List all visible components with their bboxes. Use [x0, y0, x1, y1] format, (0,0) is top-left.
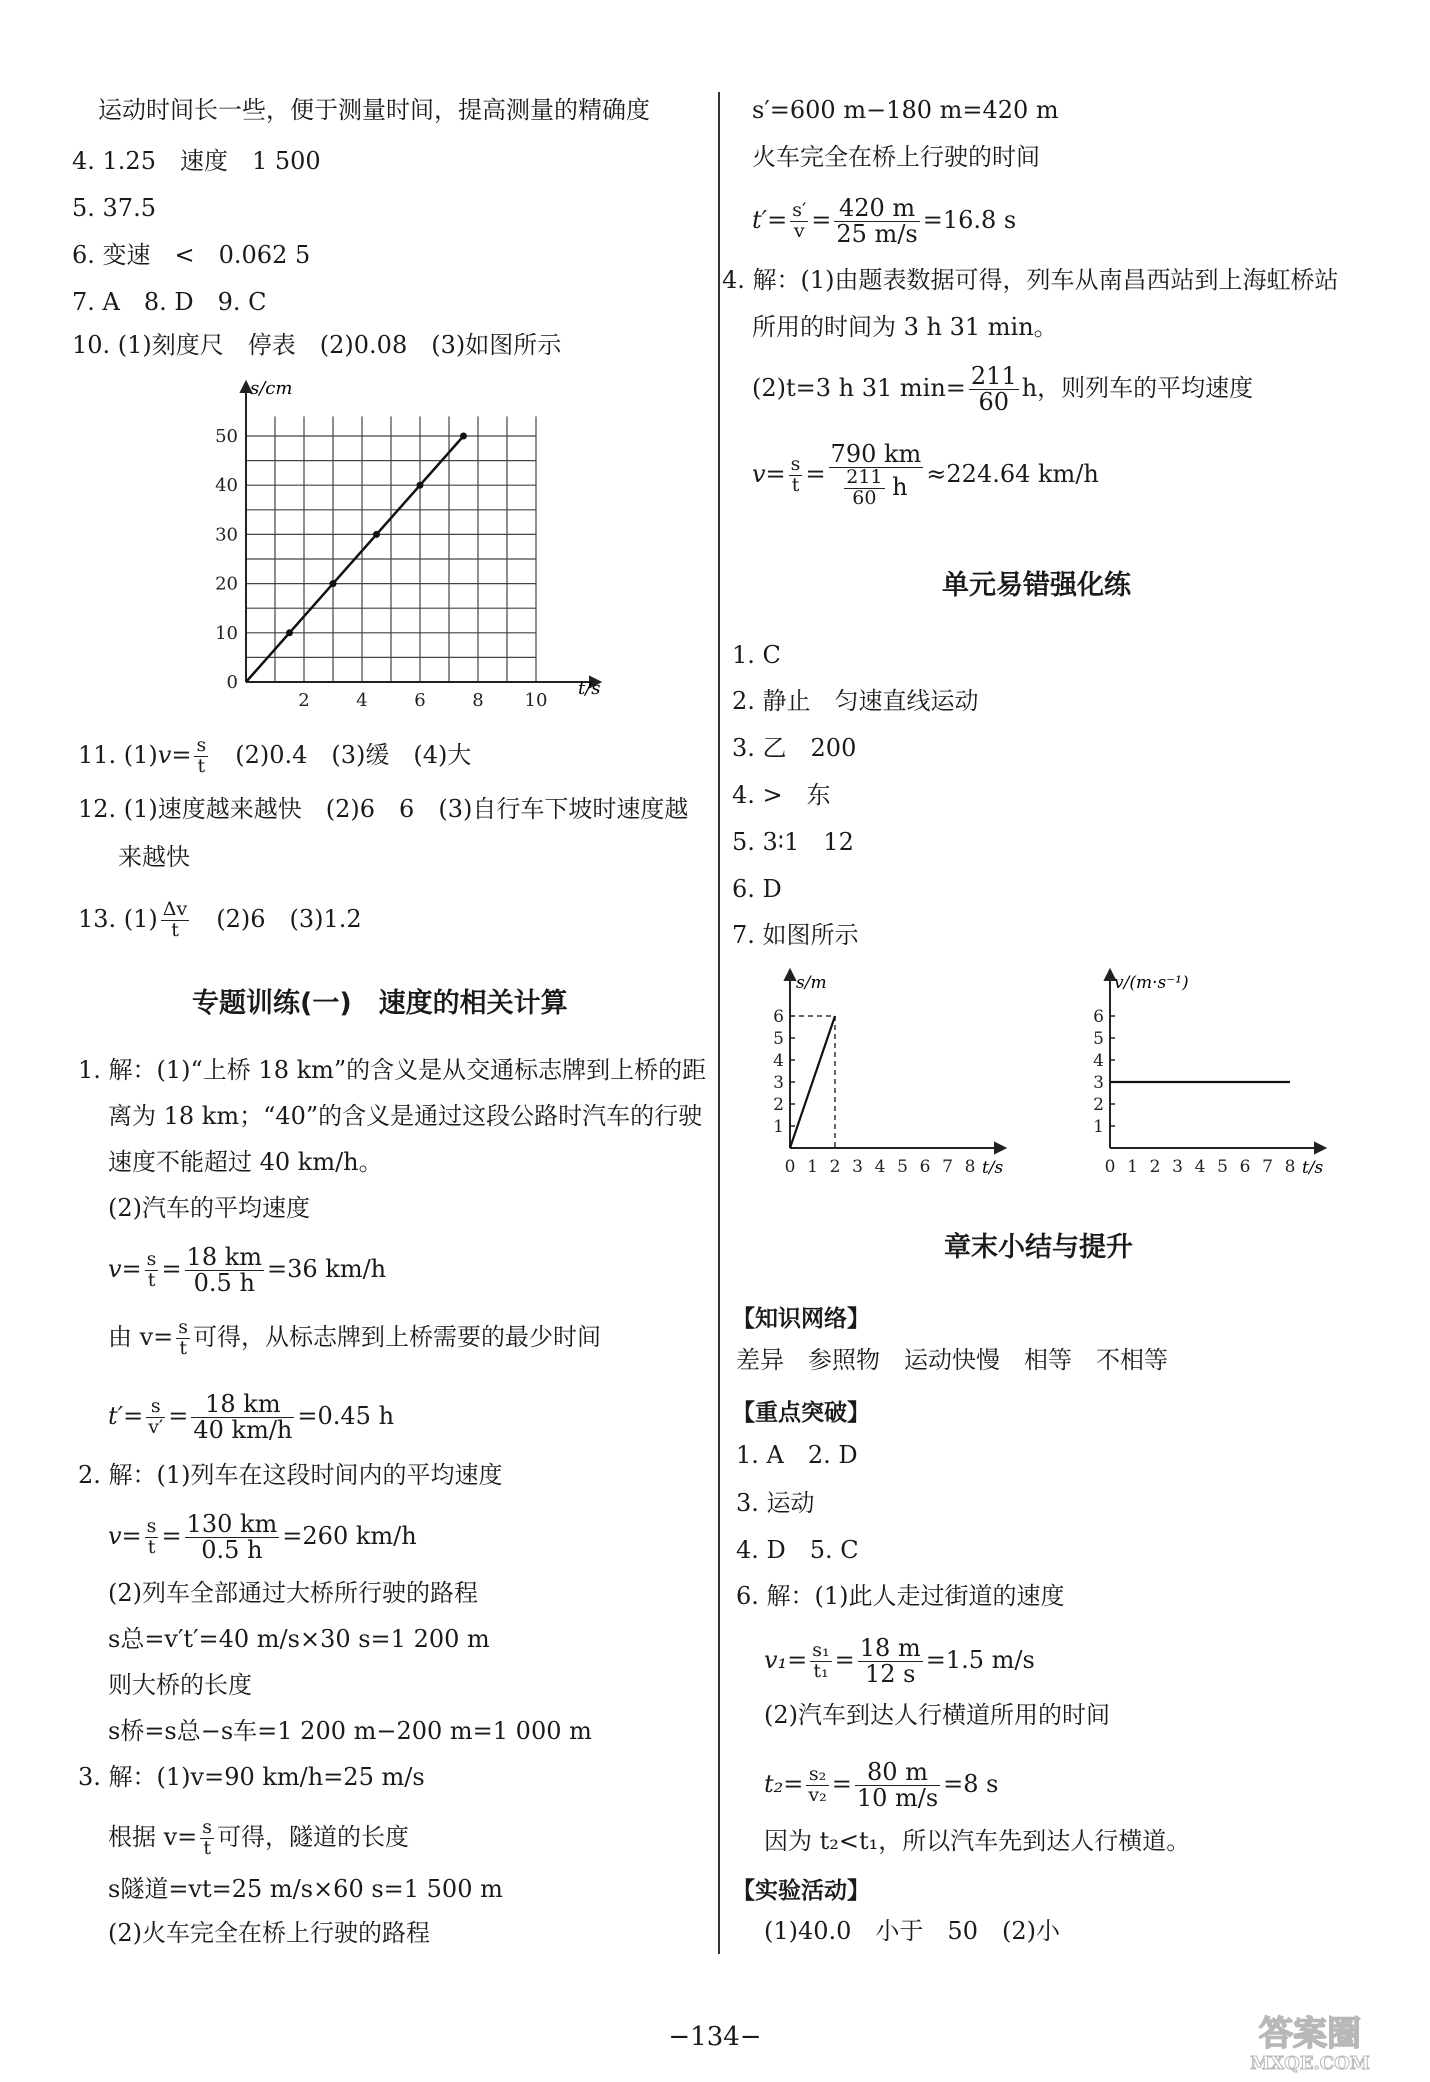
- x-tick-label: 10: [524, 690, 548, 708]
- formula-line: t₂= $\frac{\text{s₂}}{\text{v₂}}$ = $\frac{80 m}{10 m/s}$ =8 s: [764, 1758, 999, 1813]
- answer-6: 6. D: [732, 875, 782, 903]
- knowledge-keywords: 差异 参照物 运动快慢 相等 不相等: [736, 1346, 1168, 1374]
- x-tick-label: 3: [852, 1157, 863, 1177]
- problem-2-line4: s总=v′t′=40 m/s×30 s=1 200 m: [108, 1625, 490, 1653]
- y-tick-label: 6: [1093, 1007, 1104, 1027]
- line-text: 运动时间长一些，便于测量时间，提高测量的精确度: [98, 96, 650, 124]
- x-tick-label: 8: [472, 690, 484, 708]
- y-tick-label: 3: [1093, 1073, 1104, 1093]
- x-axis-label: t/s: [982, 1158, 1004, 1178]
- answer-line: 3. 运动: [736, 1489, 815, 1517]
- answer-7: 7. 如图所示: [732, 921, 859, 949]
- y-tick-label: 3: [773, 1073, 784, 1093]
- x-tick-label: 2: [829, 1157, 841, 1177]
- formula-line: v₁= $\frac{\text{s₁}}{\text{t₁}}$ = $\frac{18 m}{12 s}$ =1.5 m/s: [764, 1634, 1035, 1689]
- problem-1-line1: 1. 解：(1)“上桥 18 km”的含义是从交通标志牌到上桥的距: [78, 1056, 707, 1084]
- answer-line: (1)40.0 小于 50 (2)小: [764, 1917, 1060, 1945]
- answer-6: 6. 变速 < 0.062 5: [72, 241, 311, 269]
- y-tick-label: 40: [215, 475, 238, 497]
- formula-line: v= $\frac{s}{t}$ = 790 km $\frac{211}{60}$ h ≈224.64 km/h: [752, 440, 1099, 510]
- answer-2: 2. 静止 匀速直线运动: [732, 687, 979, 715]
- x-tick-label: 7: [1262, 1157, 1273, 1177]
- y-tick-label: 5: [773, 1029, 784, 1049]
- x-tick-label: 2: [1149, 1157, 1161, 1177]
- y-axis-label: v/(m·s⁻¹): [1114, 973, 1189, 993]
- y-tick-label: 5: [1093, 1029, 1104, 1049]
- y-tick-label: 20: [215, 573, 238, 595]
- chart-v-t-small: [1080, 968, 1340, 1183]
- y-tick-label: 1: [1093, 1117, 1104, 1137]
- data-point: [460, 433, 467, 440]
- problem-4-line1: 4. 解：(1)由题表数据可得，列车从南昌西站到上海虹桥站: [722, 266, 1339, 294]
- problem-3-line3: s隧道=vt=25 m/s×60 s=1 500 m: [108, 1875, 503, 1903]
- x-tick-label: 4: [1194, 1157, 1206, 1177]
- formula-line: 根据 v= $\frac{s}{t}$ 可得，隧道的长度: [108, 1816, 410, 1859]
- answer-line: 因为 t₂<t₁，所以汽车先到达人行横道。: [764, 1827, 1191, 1855]
- x-tick-label: 6: [919, 1157, 931, 1177]
- subsection-heading: 【知识网络】: [732, 1306, 870, 1332]
- y-tick-label: 2: [773, 1095, 784, 1115]
- chart-s-t-small: [760, 968, 1020, 1183]
- y-axis-label: s/m: [796, 973, 827, 993]
- section-title: 章末小结与提升: [944, 1232, 1133, 1263]
- x-tick-label: 4: [356, 690, 368, 708]
- answer-line: 4. D 5. C: [736, 1536, 859, 1564]
- x-tick-label: 5: [1217, 1157, 1228, 1177]
- x-tick-label: 1: [1127, 1157, 1138, 1177]
- problem-2-line6: s桥=s总−s车=1 200 m−200 m=1 000 m: [108, 1717, 592, 1745]
- formula-line: (2)t=3 h 31 min= $\frac{211}{60}$ h，则列车的平均速度: [752, 362, 1254, 417]
- answer-5: 5. 37.5: [72, 194, 156, 222]
- subsection-heading: 【实验活动】: [732, 1878, 870, 1904]
- chart-s-t-graph: [200, 378, 620, 708]
- data-point: [373, 531, 380, 538]
- answer-line: (2)汽车到达人行横道所用的时间: [764, 1701, 1110, 1729]
- formula-line: v= $\frac{s}{t}$ = $\frac{130 km}{0.5 h}$ =260 km/h: [108, 1510, 417, 1565]
- answer-line: 1. A 2. D: [736, 1441, 858, 1469]
- section-title: 单元易错强化练: [942, 570, 1131, 601]
- answer-7-9: 7. A 8. D 9. C: [72, 288, 267, 316]
- y-tick-label: 50: [215, 426, 238, 447]
- subsection-heading: 【重点突破】: [732, 1400, 870, 1426]
- y-tick-label: 6: [773, 1007, 784, 1027]
- answer-line: 6. 解：(1)此人走过街道的速度: [736, 1582, 1065, 1610]
- formula-line: t′= $\frac{s}{v'}$ = $\frac{18 km}{40 km/h}$ =0.45 h: [108, 1390, 395, 1445]
- x-tick-label: 6: [1239, 1157, 1251, 1177]
- problem-1-line4: (2)汽车的平均速度: [108, 1194, 310, 1222]
- answer-5: 5. 3∶1 12: [732, 828, 854, 856]
- problem-3-line1: 3. 解：(1)v=90 km/h=25 m/s: [78, 1763, 425, 1791]
- x-tick-label: 6: [414, 690, 426, 708]
- y-tick-label: 10: [215, 622, 238, 644]
- svg-text:答案圈: 答案圈: [1259, 2014, 1361, 2054]
- y-tick-label: 0: [226, 672, 238, 693]
- x-tick-label: 0: [1104, 1157, 1116, 1177]
- x-tick-label: 8: [964, 1157, 976, 1177]
- y-tick-label: 1: [773, 1117, 784, 1137]
- answer-10: 10. (1)刻度尺 停表 (2)0.08 (3)如图所示: [72, 331, 562, 359]
- answer-11: 11. (1)v= $\frac{s}{t}$ (2)0.4 (3)缓 (4)大: [78, 734, 472, 777]
- x-tick-label: 7: [942, 1157, 953, 1177]
- page-number: −134−: [668, 2022, 762, 2052]
- x-tick-label: 3: [1172, 1157, 1183, 1177]
- y-tick-label: 30: [215, 524, 238, 546]
- answer-1: 1. C: [732, 641, 781, 669]
- x-tick-label: 1: [807, 1157, 818, 1177]
- answer-4: 4. 1.25 速度 1 500: [72, 147, 321, 175]
- x-tick-label: 5: [897, 1157, 908, 1177]
- line-text: s′=600 m−180 m=420 m: [752, 96, 1059, 124]
- problem-2-line3: (2)列车全部通过大桥所行驶的路程: [108, 1579, 478, 1607]
- formula-line: 由 v= $\frac{s}{t}$ 可得，从标志牌到上桥需要的最少时间: [108, 1316, 602, 1359]
- x-tick-label: 0: [784, 1157, 796, 1177]
- formula-line: t′= $\frac{s'}{v}$ = $\frac{420 m}{25 m/s}$ =16.8 s: [752, 194, 1017, 249]
- column-divider: [718, 92, 720, 1954]
- y-tick-label: 4: [1093, 1051, 1104, 1071]
- problem-1-line2: 离为 18 km；“40”的含义是通过这段公路时汽车的行驶: [108, 1102, 703, 1130]
- x-axis-label: t/s: [578, 678, 601, 699]
- answer-4: 4. > 东: [732, 781, 831, 809]
- problem-3-line4: (2)火车完全在桥上行驶的路程: [108, 1919, 430, 1947]
- problem-2-line1: 2. 解：(1)列车在这段时间内的平均速度: [78, 1461, 503, 1489]
- svg-text:MXQE.COM: MXQE.COM: [1250, 2053, 1370, 2074]
- watermark-logo: [1210, 2005, 1410, 2075]
- y-tick-label: 2: [1093, 1095, 1104, 1115]
- problem-1-line3: 速度不能超过 40 km/h。: [108, 1148, 383, 1176]
- answer-13: 13. (1) $\frac{\Delta v}{t}$ (2)6 (3)1.2: [78, 898, 362, 941]
- y-tick-label: 4: [773, 1051, 784, 1071]
- answer-3: 3. 乙 200: [732, 734, 857, 762]
- answer-12-line2: 来越快: [118, 843, 190, 871]
- data-point: [330, 580, 337, 587]
- data-point: [286, 629, 293, 636]
- line-text: 火车完全在桥上行驶的时间: [752, 143, 1040, 171]
- x-tick-label: 8: [1284, 1157, 1296, 1177]
- data-point: [417, 482, 424, 489]
- formula-line: v= $\frac{s}{t}$ = $\frac{18 km}{0.5 h}$ =36 km/h: [108, 1243, 387, 1298]
- section-title: 专题训练(一) 速度的相关计算: [192, 988, 568, 1019]
- x-axis-label: t/s: [1302, 1158, 1324, 1178]
- answer-12-line1: 12. (1)速度越来越快 (2)6 6 (3)自行车下坡时速度越: [78, 795, 689, 823]
- x-tick-label: 4: [874, 1157, 886, 1177]
- x-tick-label: 2: [298, 690, 310, 708]
- y-axis-label: s/cm: [250, 378, 293, 399]
- problem-2-line5: 则大桥的长度: [108, 1671, 252, 1699]
- data-line: [790, 1016, 835, 1148]
- problem-4-line2: 所用的时间为 3 h 31 min。: [752, 313, 1058, 341]
